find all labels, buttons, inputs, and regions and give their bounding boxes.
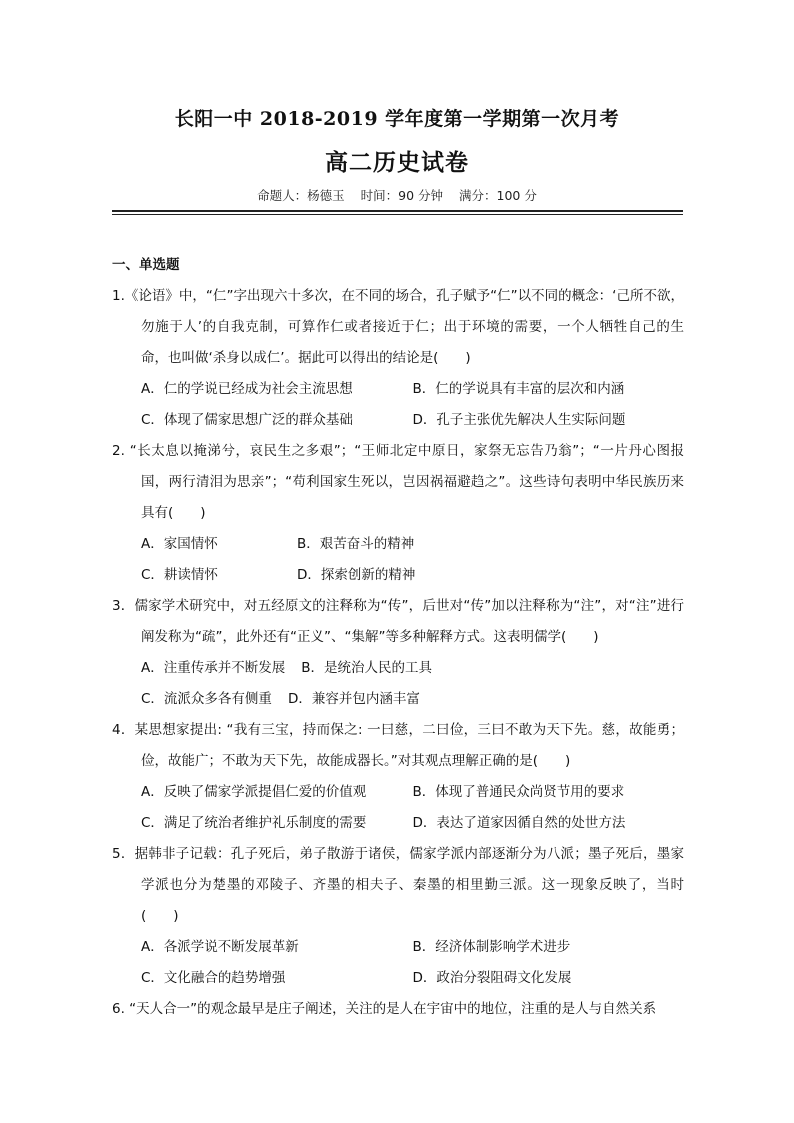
section-title: 一、单选题 xyxy=(112,257,180,273)
question-text: 6. “天人合一”的观念最早是庄子阐述，关注的是人在宇宙中的地位，注重的是人与自然关系 xyxy=(112,1001,657,1017)
option-a: A．注重传承并不断发展 xyxy=(141,660,286,676)
option-c: C．体现了儒家思想广泛的群众基础 xyxy=(141,412,353,428)
question-options xyxy=(112,777,684,839)
header-divider-thin xyxy=(112,214,683,215)
question-text: 2. “长太息以掩涕兮，哀民生之多艰”；“王师北定中原日，家祭无忘告乃翁”；“一片丹心图报国，两行清泪为思亲”；“苟利国家生死以，岂因祸福避趋之”。这些诗句表明中华民族历来具有( ) xyxy=(112,443,684,521)
question-4 xyxy=(112,715,684,839)
question-text: 1.《论语》中，“仁”字出现六十多次，在不同的场合，孔子赋予“仁”以不同的概念：‘己所不欲，勿施于人’的自我克制，可算作仁或者接近于仁；出于环境的需要，一个人牺牲自己的生命，也叫做‘杀身以成仁’。据此可以得出的结论是( ) xyxy=(112,288,684,366)
option-b: B．经济体制影响学术进步 xyxy=(412,939,571,955)
question-options xyxy=(112,529,684,591)
question-text: 5．据韩非子记载：孔子死后，弟子散游于诸侯，儒家学派内部逐渐分为八派；墨子死后，墨家学派也分为楚墨的邓陵子、齐墨的相夫子、秦墨的相里勤三派。这一现象反映了，当时( ) xyxy=(112,846,684,924)
option-b: B．体现了普通民众尚贤节用的要求 xyxy=(412,784,625,800)
option-d: D．探索创新的精神 xyxy=(297,567,416,583)
option-c: C．耕读情怀 xyxy=(141,567,218,583)
option-c: C．流派众多各有侧重 xyxy=(141,691,272,707)
exam-score: 满分：100 分 xyxy=(459,188,537,203)
question-text: 3．儒家学术研究中，对五经原文的注释称为“传”，后世对“传”加以注释称为“注”，对“注”进行阐发称为“疏”，此外还有“正义”、“集解”等多种解释方式。这表明儒学( ) xyxy=(112,598,684,645)
header-divider-thick xyxy=(112,210,683,212)
option-b: B．仁的学说具有丰富的层次和内涵 xyxy=(412,381,625,397)
exam-author: 命题人：杨德玉 xyxy=(257,188,345,203)
question-2 xyxy=(112,436,684,591)
question-6 xyxy=(112,994,684,1025)
exam-time: 时间：90 分钟 xyxy=(360,188,444,203)
option-a: A．反映了儒家学派提倡仁爱的价值观 xyxy=(141,784,367,800)
exam-content xyxy=(112,250,684,1025)
option-d: D．表达了道家因循自然的处世方法 xyxy=(412,815,626,831)
question-text: 4．某思想家提出: “我有三宝，持而保之: 一曰慈，二曰俭，三曰不敢为天下先。慈，故能勇；俭，故能广；不敢为天下先，故能成器长。”对其观点理解正确的是( ) xyxy=(112,722,684,769)
question-3 xyxy=(112,591,684,715)
option-d: D．政治分裂阻碍文化发展 xyxy=(412,970,572,986)
question-5 xyxy=(112,839,684,994)
exam-title: 长阳一中 2018-2019 学年度第一学期第一次月考 xyxy=(174,108,620,130)
option-c: C．满足了统治者维护礼乐制度的需要 xyxy=(141,815,367,831)
option-b: B．艰苦奋斗的精神 xyxy=(297,536,415,552)
option-a: A．仁的学说已经成为社会主流思想 xyxy=(141,381,353,397)
option-b: B．是统治人民的工具 xyxy=(301,660,433,676)
option-a: A．各派学说不断发展革新 xyxy=(141,939,299,955)
question-options xyxy=(112,653,684,715)
question-options xyxy=(112,374,684,436)
option-d: D．孔子主张优先解决人生实际问题 xyxy=(412,412,626,428)
option-a: A．家国情怀 xyxy=(141,536,218,552)
option-c: C．文化融合的趋势增强 xyxy=(141,970,286,986)
option-d: D．兼容并包内涵丰富 xyxy=(287,691,420,707)
exam-meta xyxy=(0,186,794,204)
question-options xyxy=(112,932,684,994)
exam-subtitle: 高二历史试卷 xyxy=(325,149,469,176)
question-1 xyxy=(112,281,684,436)
